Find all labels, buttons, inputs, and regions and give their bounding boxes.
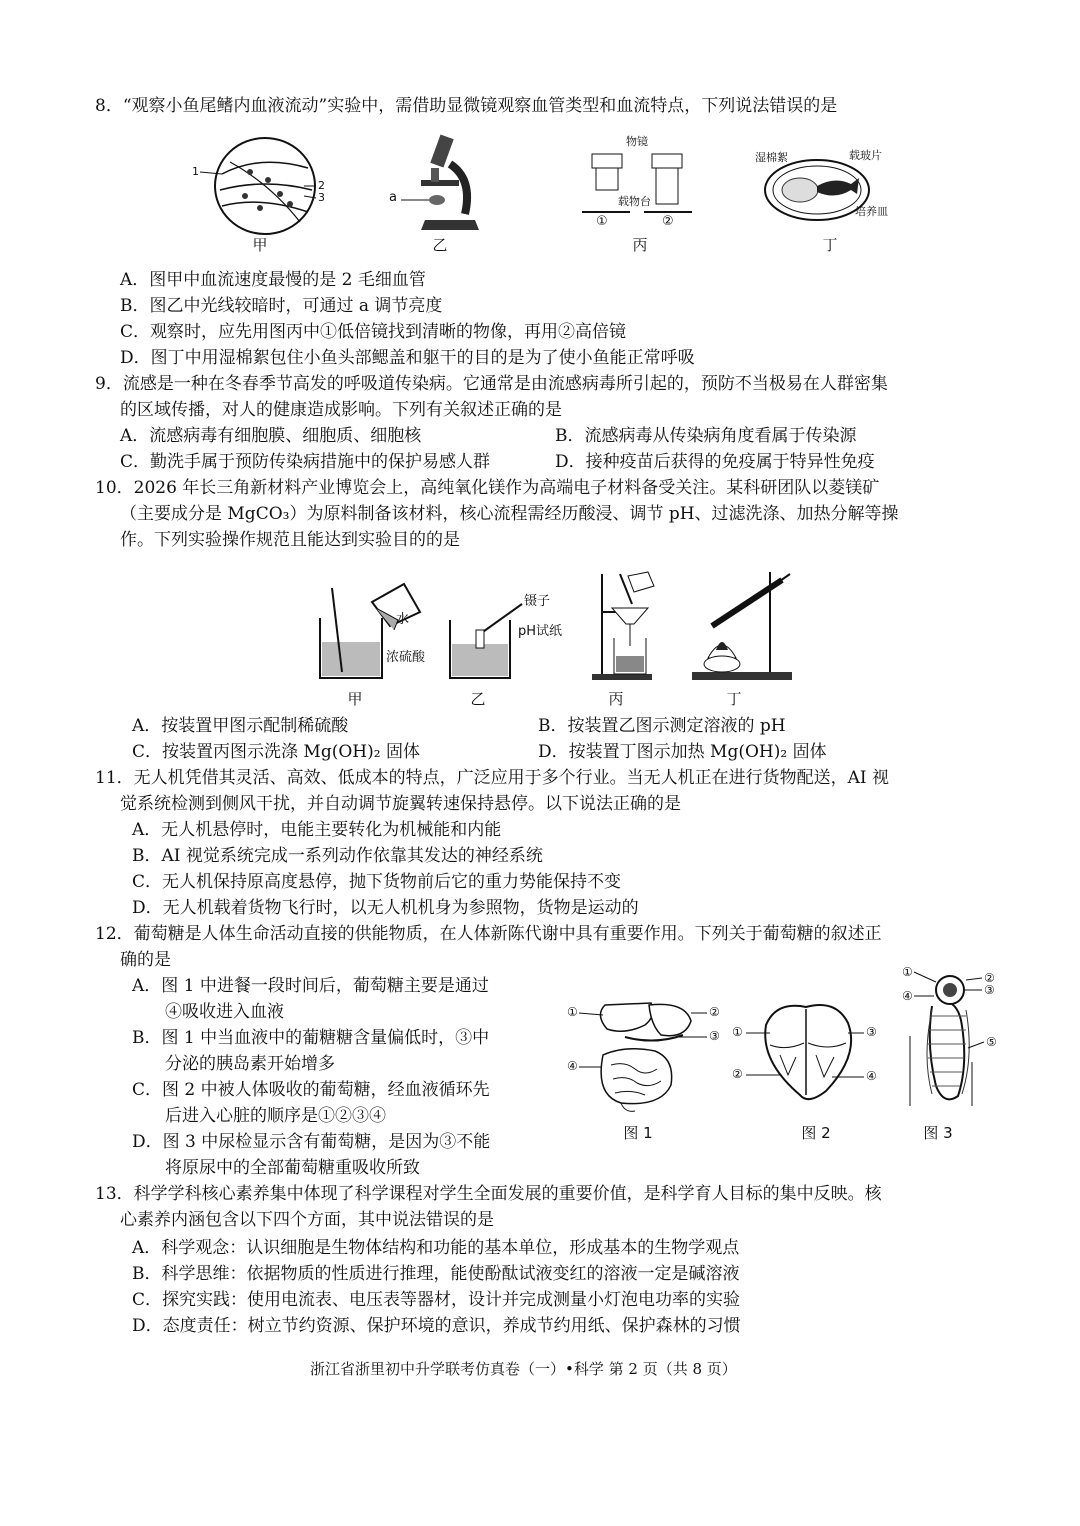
ding-label-slide: 载玻片 [849, 149, 882, 162]
jia-label-1: 1 [192, 165, 199, 178]
q12-option-c-line-1: C．图 2 中被人体吸收的葡萄糖，经血液循环先 [132, 1080, 490, 1100]
jia-label-2: 2 [318, 179, 325, 192]
q12-caption-fig3: 图 3 [923, 1124, 953, 1142]
bing-label-1: ① [596, 214, 608, 229]
q8-caption-jia: 甲 [252, 236, 268, 254]
q10-label-ph-paper: pH试纸 [518, 624, 563, 639]
q12-option-d-line-1: D．图 3 中尿检显示含有葡萄糖，是因为③不能 [132, 1132, 491, 1152]
q9-option-b: B．流感病毒从传染病角度看属于传染源 [555, 426, 857, 446]
q10-option-d: D．按装置丁图示加热 Mg(OH)₂ 固体 [538, 742, 827, 762]
q10-figures [312, 568, 822, 686]
heart-diagram [736, 995, 886, 1110]
q10-stem-line-2: （主要成分是 MgCO₃）为原料制备该材料，核心流程需经历酸浸、调节 pH、过滤洗涤、加热分解等操 [120, 504, 899, 524]
microscope-icon [395, 134, 485, 234]
q8-stem: 8．“观察小鱼尾鳍内血液流动”实验中，需借助显微镜观察血管类型和血流特点，下列说法错误的是 [95, 96, 838, 116]
lab-apparatus-diagram [312, 568, 822, 686]
q13-option-b: B．科学思维：依据物质的性质进行推理，能使酚酞试液变红的溶液一定是碱溶液 [132, 1264, 740, 1284]
q12-stem-line-1: 12．葡萄糖是人体生命活动直接的供能物质，在人体新陈代谢中具有重要作用。下列关于葡萄糖的叙述正 [95, 924, 882, 944]
bing-label-2: ② [662, 214, 674, 229]
q8-fig-ding [755, 148, 895, 228]
vessel-diagram [200, 134, 325, 244]
fig2-label-1: ① [732, 1025, 743, 1039]
q8-caption-yi: 乙 [432, 236, 448, 254]
fig1-label-3: ③ [709, 1029, 720, 1043]
fig3-label-4: ④ [902, 989, 913, 1003]
q11-option-c: C．无人机保持原高度悬停，抛下货物前后它的重力势能保持不变 [132, 872, 622, 892]
q8-option-d: D．图丁中用湿棉絮包住小鱼头部鳃盖和躯干的目的是为了使小鱼能正常呼吸 [120, 348, 695, 368]
fig3-label-5: ⑤ [986, 1035, 997, 1049]
q11-stem-line-1: 11．无人机凭借其灵活、高效、低成本的特点，广泛应用于多个行业。当无人机正在进行货物配送，AI 视 [95, 768, 890, 788]
bing-label-objective: 物镜 [626, 135, 648, 148]
q8-option-b: B．图乙中光线较暗时，可通过 a 调节亮度 [120, 296, 443, 316]
q13-stem-line-2: 心素养内涵包含以下四个方面，其中说法错误的是 [120, 1210, 494, 1230]
q12-caption-fig2: 图 2 [801, 1124, 831, 1142]
q10-label-acid: 浓硫酸 [386, 650, 426, 665]
ding-label-cotton: 湿棉絮 [755, 151, 788, 164]
fig1-label-1: ① [567, 1005, 578, 1019]
q10-stem-line-3: 作。下列实验操作规范且能达到实验目的的是 [120, 530, 460, 550]
fig2-label-4: ④ [866, 1069, 877, 1083]
q8-option-a: A．图甲中血流速度最慢的是 2 毛细血管 [120, 270, 426, 290]
q11-option-a: A．无人机悬停时，电能主要转化为机械能和内能 [132, 820, 502, 840]
q10-label-tweezers: 镊子 [524, 594, 551, 609]
q11-option-b: B．AI 视觉系统完成一系列动作依靠其发达的神经系统 [132, 846, 543, 866]
q11-option-d: D．无人机载着货物飞行时，以无人机机身为参照物，货物是运动的 [132, 898, 639, 918]
q8-option-c: C．观察时，应先用图丙中①低倍镜找到清晰的物像，再用②高倍镜 [120, 322, 627, 342]
q8-caption-bing: 丙 [632, 236, 648, 254]
fig3-label-2: ② [984, 971, 995, 985]
fig2-label-2: ② [732, 1067, 743, 1081]
q8-fig-jia [192, 134, 325, 244]
q12-option-b-line-2: 分泌的胰岛素开始增多 [165, 1054, 335, 1074]
jia-label-3: 3 [318, 191, 325, 204]
q12-fig-1 [565, 995, 725, 1115]
yi-label-a: a [389, 190, 397, 205]
q11-stem-line-2: 觉系统检测到侧风干扰，并自动调节旋翼转速保持悬停。以下说法正确的是 [120, 794, 681, 814]
q12-option-a-line-2: ④吸收进入血液 [165, 1002, 284, 1022]
q13-option-d: D．态度责任：树立节约资源、保护环境的意识，养成节约用纸、保护森林的习惯 [132, 1316, 741, 1336]
q8-fig-bing [582, 134, 692, 230]
fig2-label-3: ③ [866, 1025, 877, 1039]
q10-label-water: 水 [396, 612, 410, 627]
ding-label-dish: 培养皿 [855, 205, 888, 218]
fig3-label-3: ③ [984, 983, 995, 997]
q8-caption-ding: 丁 [822, 236, 838, 254]
q12-option-b-line-1: B．图 1 中当血液中的葡糖糖含量偏低时，③中 [132, 1028, 490, 1048]
fig1-label-4: ④ [567, 1059, 578, 1073]
q10-caption-yi: 乙 [470, 690, 486, 708]
q10-option-b: B．按装置乙图示测定溶液的 pH [538, 716, 786, 736]
q10-option-c: C．按装置丙图示洗涤 Mg(OH)₂ 固体 [132, 742, 420, 762]
q9-stem-line-2: 的区域传播，对人的健康造成影响。下列有关叙述正确的是 [120, 400, 562, 420]
q12-fig-2 [732, 995, 886, 1110]
q10-stem-line-1: 10．2026 年长三角新材料产业博览会上，高纯氧化镁作为高端电子材料备受关注。某科研团队以菱镁矿 [95, 478, 880, 498]
q10-caption-jia: 甲 [347, 690, 363, 708]
q9-stem-line-1: 9．流感是一种在冬春季节高发的呼吸道传染病。它通常是由流感病毒所引起的，预防不当极易在人群密集 [95, 374, 888, 394]
q9-option-a: A．流感病毒有细胞膜、细胞质、细胞核 [120, 426, 422, 446]
q9-option-c: C．勤洗手属于预防传染病措施中的保护易感人群 [120, 452, 491, 472]
q9-option-d: D．接种疫苗后获得的免疫属于特异性免疫 [555, 452, 875, 472]
q12-option-a-line-1: A．图 1 中进餐一段时间后，葡萄糖主要是通过 [132, 976, 489, 996]
digestive-system-diagram [565, 995, 725, 1115]
q10-caption-bing: 丙 [608, 690, 624, 708]
page-footer: 浙江省浙里初中升学联考仿真卷（一）•科学 第 2 页（共 8 页） [310, 1360, 737, 1378]
q12-option-d-line-2: 将原尿中的全部葡萄糖重吸收所致 [165, 1158, 420, 1178]
q13-stem-line-1: 13．科学学科核心素养集中体现了科学课程对学生全面发展的重要价值，是科学育人目标的集中反映。核 [95, 1184, 882, 1204]
q8-fig-yi [389, 134, 485, 234]
q12-option-c-line-2: 后进入心脏的顺序是①②③④ [165, 1106, 386, 1126]
q10-option-a: A．按装置甲图示配制稀硫酸 [132, 716, 349, 736]
q12-fig-3 [902, 966, 1002, 1116]
q12-stem-line-2: 确的是 [120, 950, 171, 970]
q13-option-a: A．科学观念：认识细胞是生物体结构和功能的基本单位，形成基本的生物学观点 [132, 1238, 740, 1258]
bing-label-stage: 载物台 [618, 195, 651, 208]
q10-caption-ding: 丁 [726, 690, 742, 708]
q13-option-c: C．探究实践：使用电流表、电压表等器材，设计并完成测量小灯泡电功率的实验 [132, 1290, 741, 1310]
q12-caption-fig1: 图 1 [623, 1124, 653, 1142]
fig1-label-2: ② [709, 1005, 720, 1019]
fig3-label-1: ① [902, 965, 913, 979]
